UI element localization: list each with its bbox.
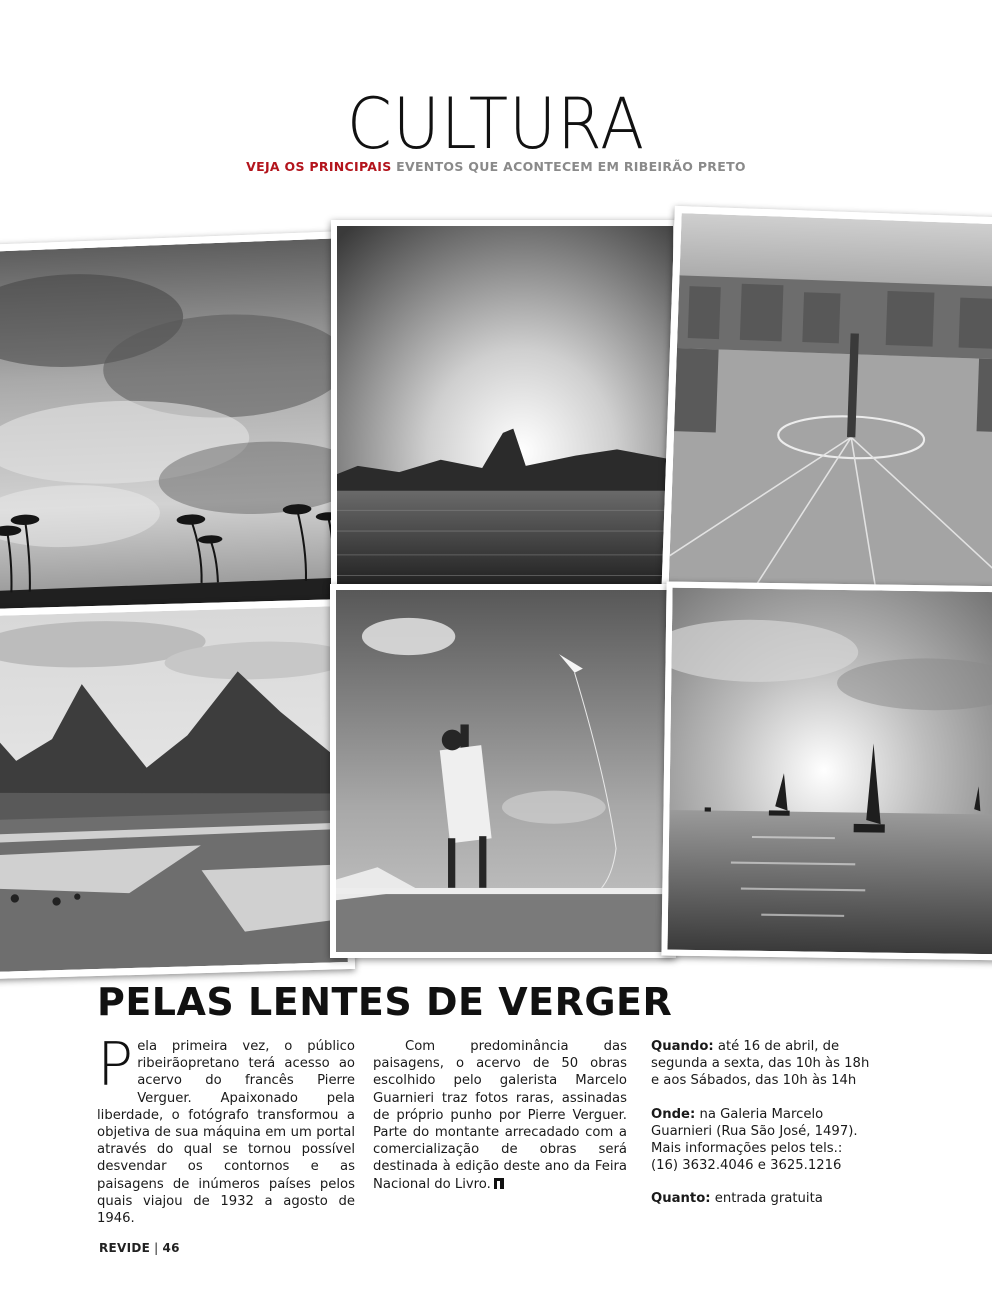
page-number: 46 <box>162 1241 180 1255</box>
section-subtitle <box>0 159 992 174</box>
photo-square-obelisk <box>661 206 992 608</box>
article-headline: PELAS LENTES DE VERGER <box>97 980 673 1024</box>
article-paragraph-2: Com predominância das paisagens, o acervo de 50 obras escolhido pelo galerista Marcelo Guarnieri traz fotos raras, assinadas de próprio punho por Pierre Verguer. Parte do montante arrecadado com a comercialização de obras será destinada à edição deste ano da Feira Nacional do Livro. <box>373 1039 627 1192</box>
article-column-2 <box>373 1038 627 1193</box>
section-title: CULTURA <box>346 83 646 165</box>
info-where <box>651 1106 876 1175</box>
info-when-label: Quando: <box>651 1039 714 1054</box>
photo-boy-kite <box>330 584 676 958</box>
info-where-text: na Galeria Marcelo Guarnieri (Rua São José, 1497). Mais informações pelos tels.: <box>651 1106 858 1157</box>
photo-karst-ricefields <box>0 599 355 979</box>
info-where-phones: (16) 3632.4046 e 3625.1216 <box>651 1158 842 1174</box>
info-price-text: entrada gratuita <box>710 1191 823 1207</box>
subtitle-highlight: VEJA OS PRINCIPAIS <box>246 159 392 174</box>
event-info <box>651 1038 876 1224</box>
info-when <box>651 1038 876 1090</box>
info-price <box>651 1190 876 1207</box>
article-paragraph-1: ela primeira vez, o público ribeirãopretano terá acesso ao acervo do francês Pierre Verguer. Apaixonado pela liberdade, o fotógrafo transformou a objetiva de sua máquina em um portal através do qual se tornou possível desvendar os contornos e as paisagens de inúmeros países pelos quais viajou de 1932 a agosto de 1946. <box>97 1039 355 1227</box>
info-when-text: até 16 de abril, de segunda a sexta, das 10h às 18h e aos Sábados, das 10h às 14h <box>651 1039 870 1089</box>
drop-cap: P <box>97 1030 134 1100</box>
info-where-label: Onde: <box>651 1106 696 1122</box>
subtitle-rest: EVENTOS QUE ACONTECEM EM RIBEIRÃO PRETO <box>396 159 746 174</box>
page-folio <box>99 1241 180 1255</box>
photo-sugarloaf-bay <box>331 220 679 596</box>
end-of-article-icon <box>494 1178 504 1189</box>
magazine-name: REVIDE <box>99 1241 151 1255</box>
article-column-1 <box>97 1030 355 1227</box>
photo-clouds-palms <box>0 231 355 629</box>
folio-separator: | <box>154 1241 159 1255</box>
photo-sailboats-sea <box>661 582 992 961</box>
info-price-label: Quanto: <box>651 1191 711 1207</box>
